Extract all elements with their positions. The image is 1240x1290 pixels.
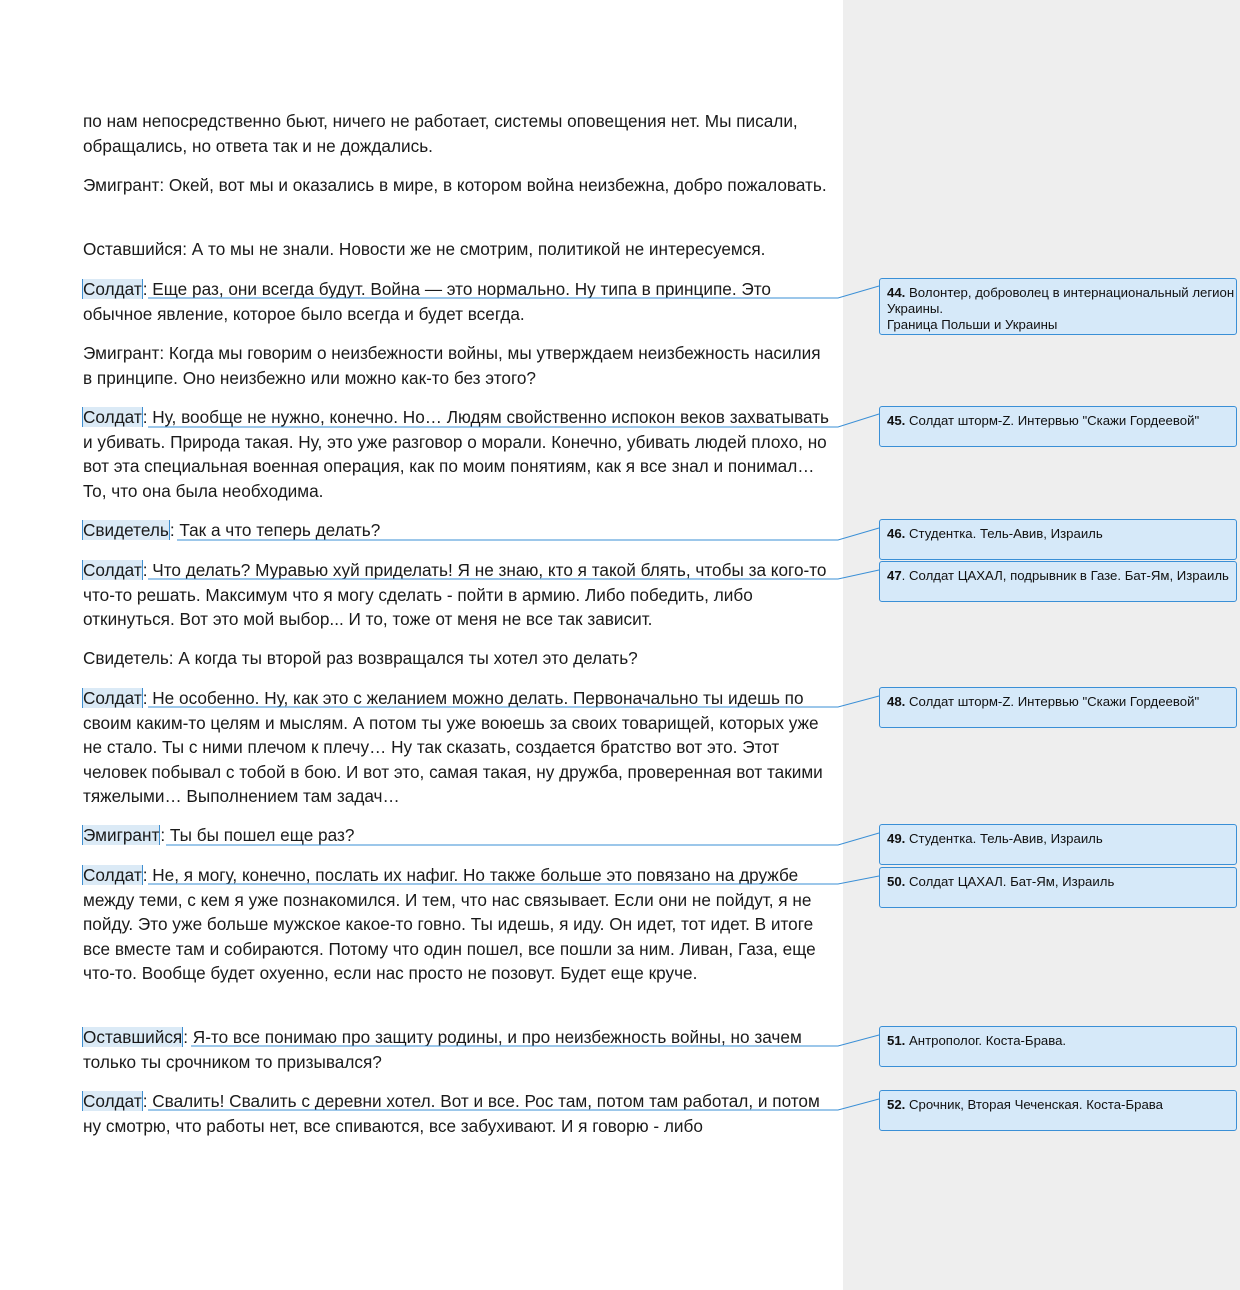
- paragraph-text: : Так а что теперь делать?: [169, 520, 381, 540]
- paragraph-text: : Что делать? Муравью хуй приделать! Я не знаю, кто я такой блять, чтобы за кого-то что-то решать. Максимум что я могу сделать - пойти в армию. Либо победить, либо откинуться. Вот это мой выбор... И то, тоже от меня не все так зависит.: [83, 560, 827, 629]
- comment-46[interactable]: [879, 519, 1237, 560]
- paragraph-text: : Ну, вообще не нужно, конечно. Но… Людям свойственно испокон веков захватывать и убивать. Природа такая. Ну, это уже разговор о морали. Конечно, убивать людей плохо, но вот эта специальная военная операция, как по моим понятиям, как я все знал и понимал… То, что она была необходима.: [83, 407, 830, 501]
- comment-number: 46.: [887, 526, 906, 541]
- comment-text: . Солдат ЦАХАЛ, подрывник в Газе. Бат-Ям, Израиль: [901, 568, 1229, 583]
- comment-number: 52.: [887, 1097, 906, 1112]
- paragraph-text: : Не особенно. Ну, как это с желанием можно делать. Первоначально ты идешь по своим каким-то целям и мыслям. А потом ты уже воюешь за своих товарищей, которых уже не стало. Ты с ними плечом к плечу… Ну так сказать, создается братство вот это. Этот человек побывал с тобой в бою. И вот это, самая такая, ну дружба, проверенная вот такими тяжелыми… Выполнением там задач…: [83, 688, 823, 806]
- comment-47[interactable]: [879, 561, 1237, 602]
- comment-text: Солдат ЦАХАЛ. Бат-Ям, Израиль: [909, 874, 1115, 889]
- comment-anchor-47[interactable]: Солдат: [83, 560, 142, 580]
- comment-number: 51.: [887, 1033, 906, 1048]
- comment-number: 49.: [887, 831, 906, 846]
- comment-44[interactable]: [879, 278, 1237, 335]
- comment-51[interactable]: [879, 1026, 1237, 1067]
- paragraph: [83, 341, 833, 390]
- paragraph-text: Эмигрант: Окей, вот мы и оказались в мире, в котором война неизбежна, добро пожаловать.: [83, 175, 827, 195]
- paragraph: [83, 863, 833, 986]
- paragraph: [83, 277, 833, 326]
- comment-anchor-45[interactable]: Солдат: [83, 407, 142, 427]
- paragraph-text: : Не, я могу, конечно, послать их нафиг. Но также больше это повязано на дружбе между теми, с кем я уже познакомился. И тем, что нас связывает. Если они не пойдут, я не пойду. Это уже больше мужское какое-то говно. Ты идешь, я иду. Он идет, тот идет. В итоге все вместе там и собираются. Потому что один пошел, все пошли за ним. Ливан, Газа, еще что-то. Вообще будет охуенно, если нас просто не позовут. Будет еще круче.: [83, 865, 816, 983]
- comment-52[interactable]: [879, 1090, 1237, 1131]
- comment-number: 50.: [887, 874, 906, 889]
- comment-number: 45.: [887, 413, 906, 428]
- paragraph: [83, 109, 833, 158]
- paragraph: [83, 646, 833, 671]
- paragraph: [83, 1089, 833, 1138]
- comment-text: Антрополог. Коста-Брава.: [909, 1033, 1067, 1048]
- comment-text: Волонтер, доброволец в интернациональный легион Украины.: [887, 285, 1235, 316]
- comment-anchor-50[interactable]: Солдат: [83, 865, 142, 885]
- comment-anchor-44[interactable]: Солдат: [83, 279, 142, 299]
- paragraph-text: : Свалить! Свалить с деревни хотел. Вот и все. Рос там, потом там работал, и потом ну смотрю, что работы нет, все спиваются, все забухивают. И я говорю - либо: [83, 1091, 820, 1136]
- paragraph-text: Эмигрант: Когда мы говорим о неизбежности войны, мы утверждаем неизбежность насилия в принципе. Оно неизбежно или можно как-то без этого?: [83, 343, 821, 388]
- comment-48[interactable]: [879, 687, 1237, 728]
- comment-text: Солдат шторм-Z. Интервью "Скажи Гордеевой": [909, 694, 1200, 709]
- paragraph: [83, 558, 833, 632]
- paragraph: [83, 173, 833, 198]
- comment-text: Студентка. Тель-Авив, Израиль: [909, 526, 1103, 541]
- paragraph-text: по нам непосредственно бьют, ничего не работает, системы оповещения нет. Мы писали, обращались, но ответа так и не дождались.: [83, 111, 798, 156]
- paragraph: [83, 518, 833, 543]
- paragraph-text: : Ты бы пошел еще раз?: [160, 825, 355, 845]
- comment-text: Студентка. Тель-Авив, Израиль: [909, 831, 1103, 846]
- comment-text: Солдат шторм-Z. Интервью "Скажи Гордеевой": [909, 413, 1200, 428]
- paragraph: [83, 686, 833, 809]
- paragraph-text: Оставшийся: А то мы не знали. Новости же не смотрим, политикой не интересуемся.: [83, 239, 766, 259]
- comment-anchor-46[interactable]: Свидетель: [83, 520, 169, 540]
- paragraph-text: Свидетель: А когда ты второй раз возвращался ты хотел это делать?: [83, 648, 638, 668]
- comment-text: Граница Польши и Украины: [887, 317, 1058, 332]
- comment-text: Срочник, Вторая Чеченская. Коста-Брава: [909, 1097, 1163, 1112]
- comment-number: 48.: [887, 694, 906, 709]
- comment-anchor-51[interactable]: Оставшийся: [83, 1027, 183, 1047]
- comment-number: 47: [887, 568, 902, 583]
- comment-anchor-49[interactable]: Эмигрант: [83, 825, 160, 845]
- comment-45[interactable]: [879, 406, 1237, 447]
- comment-49[interactable]: [879, 824, 1237, 865]
- paragraph: [83, 823, 833, 848]
- comment-anchor-52[interactable]: Солдат: [83, 1091, 142, 1111]
- paragraph: [83, 237, 833, 262]
- comment-anchor-48[interactable]: Солдат: [83, 688, 142, 708]
- comment-number: 44.: [887, 285, 906, 300]
- comment-50[interactable]: [879, 867, 1237, 908]
- paragraph-text: : Я-то все понимаю про защиту родины, и про неизбежность войны, но зачем только ты срочником то призывался?: [83, 1027, 802, 1072]
- paragraph: [83, 1025, 833, 1074]
- paragraph-text: : Еще раз, они всегда будут. Война — это нормально. Ну типа в принципе. Это обычное явление, которое было всегда и будет всегда.: [83, 279, 771, 324]
- paragraph: [83, 405, 833, 503]
